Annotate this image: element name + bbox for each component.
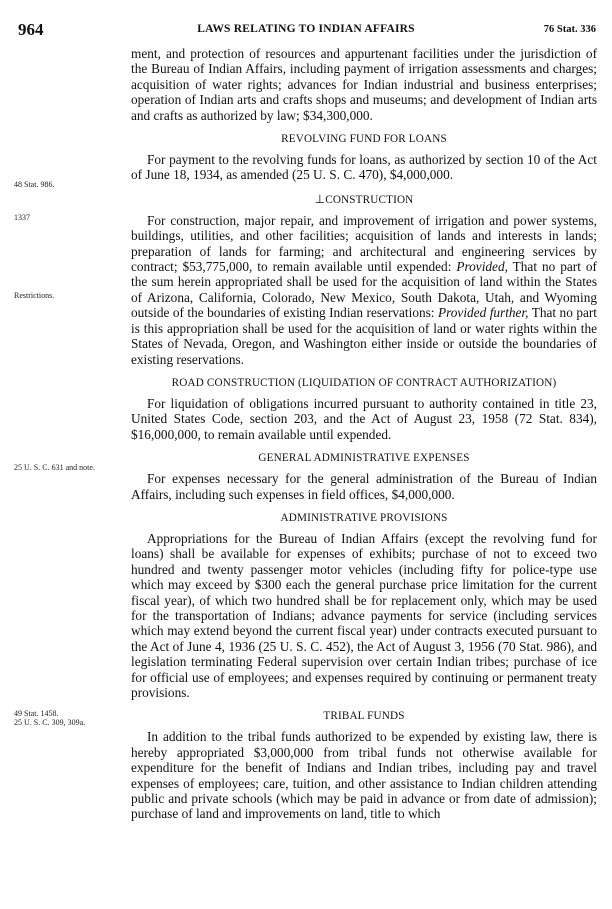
- tribal-funds-paragraph: In addition to the tribal funds authorized to be expended by existing law, there is hereby appropriated $3,000,000 from tribal funds not otherwise available for expenditure for the benefit of Indians and Indian tribes, including pay and travel expenses of employees; care, tuition, and other assistance to Indian children attending public and private schools (which may be paid in advance or from date of admission); purchase of land and improvements on land, title to which: [131, 729, 597, 822]
- margin-note-page-marker: 1337: [14, 213, 30, 222]
- construction-heading: [131, 192, 597, 207]
- margin-note-49-stat: [14, 710, 126, 727]
- revolving-fund-heading: REVOLVING FUND FOR LOANS: [281, 133, 447, 146]
- body-text: [131, 46, 597, 822]
- page-break-mark: ⊥: [314, 191, 326, 206]
- page-number: 964: [18, 20, 44, 39]
- stat-reference: 76 Stat. 336: [543, 24, 596, 35]
- margin-note-restrictions: Restrictions.: [14, 291, 55, 300]
- running-head: LAWS RELATING TO INDIAN AFFAIRS: [197, 23, 415, 35]
- revolving-fund-paragraph: For payment to the revolving funds for loans, as authorized by section 10 of the Act of June 18, 1934, as amended (25 U. S. C. 470), $4,000,000.: [131, 152, 597, 183]
- construction-paragraph: [131, 213, 597, 367]
- admin-provisions-heading: ADMINISTRATIVE PROVISIONS: [280, 511, 448, 524]
- margin-note-48-stat: 48 Stat. 986.: [14, 180, 55, 189]
- construction-text-3: That no part is this appropriation shall be used for the acquisition of land or water rights within the States of Nevada, Oregon, and Washington either inside or outside the boundaries of existing reservations.: [131, 305, 598, 367]
- general-admin-heading: GENERAL ADMINISTRATIVE EXPENSES: [258, 452, 470, 465]
- general-admin-paragraph: For expenses necessary for the general administration of the Bureau of Indian Affairs, including such expenses in field offices, $4,000,000.: [131, 471, 597, 502]
- margin-note-49-stat-line1: 49 Stat. 1458.: [14, 709, 59, 718]
- construction-text-1: For construction, major repair, and improvement of irrigation and power systems, buildings, utilities, and other facilities; acquisition of lands and interests in lands; preparation of lands for farming; and architectural and engineering services by contract; $53,775,000, to remain available until expended:: [131, 212, 597, 275]
- margin-note-25-usc-631: 25 U. S. C. 631 and note.: [14, 463, 95, 472]
- opening-paragraph: ment, and protection of resources and appurtenant facilities under the jurisdiction of the Bureau of Indian Affairs, including payment of irrigation assessments and charges; acquisition of water rights; advances for Indian industrial and business enterprises; operation of Indian arts and crafts shops and museums; and development of Indian arts and crafts as authorized by law; $34,300,000.: [131, 46, 597, 123]
- tribal-funds-heading: TRIBAL FUNDS: [323, 710, 405, 723]
- road-construction-paragraph: For liquidation of obligations incurred pursuant to authority contained in title 23, United States Code, section 203, and the Act of August 23, 1958 (72 Stat. 834), $16,000,000, to remain available until expended.: [131, 395, 597, 442]
- margin-note-49-stat-line2: 25 U. S. C. 309, 309a.: [14, 717, 86, 727]
- construction-text-2: That no part of the sum herein appropriated shall be used for the acquisition of land within the States of Arizona, California, Colorado, New Mexico, South Dakota, Utah, and Wyoming outside of the boundaries of existing Indian reservations:: [131, 259, 597, 321]
- proviso-2: Provided further,: [437, 305, 529, 321]
- admin-provisions-paragraph: Appropriations for the Bureau of Indian Affairs (except the revolving fund for loans) shall be available for expenses of exhibits; purchase of not to exceed two hundred and twenty passenger motor vehicles (including fifty for police-type use which may exceed by $300 each the general purchase price limitation for the current fiscal year), of which two hundred shall be for replacement only, which may be used for the transportation of Indians; advance payments for service (including services which may extend beyond the current fiscal year) under contracts executed pursuant to the Act of June 4, 1936 (25 U. S. C. 452), the Act of August 3, 1956 (70 Stat. 986), and legislation terminating Federal supervision over certain Indian tribes; purchase of ice for official use of employees; and expenses required by continuing or permanent treaty provisions.: [131, 530, 597, 700]
- proviso-1: Provided,: [456, 259, 508, 275]
- road-construction-heading: ROAD CONSTRUCTION (LIQUIDATION OF CONTRACT AUTHORIZATION): [171, 376, 557, 389]
- construction-heading-text: CONSTRUCTION: [325, 193, 414, 206]
